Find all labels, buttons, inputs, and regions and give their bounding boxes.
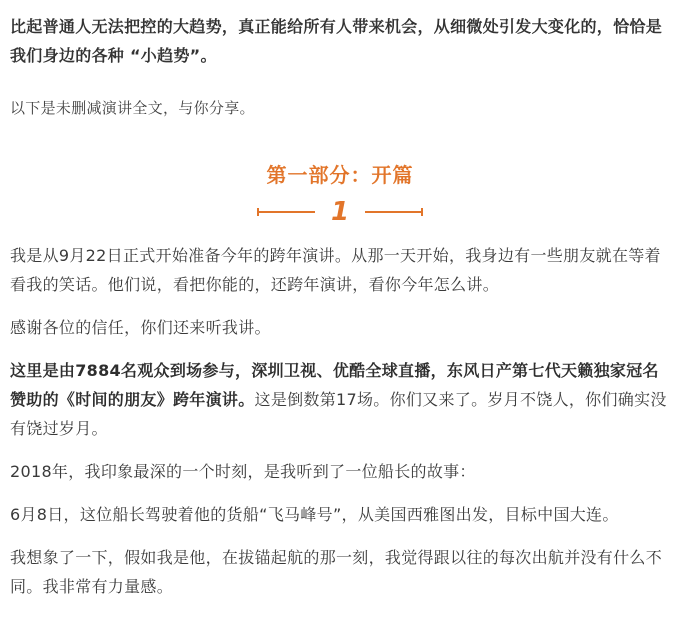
note-paragraph: 以下是未删减演讲全文，与你分享。 xyxy=(10,99,255,117)
divider-line-right xyxy=(365,211,423,213)
intro-paragraph: 比起普通人无法把控的大趋势，真正能给所有人带来机会，从细微处引发大变化的，恰恰是我们身边的各种 “小趋势”。 xyxy=(10,17,663,65)
section-divider xyxy=(10,197,670,227)
paragraph-3-bold: 这里是由7884名观众到场参与，深圳卫视、优酷全球直播，东风日产第七代天籁独家冠名赞助的《时间的朋友》跨年演讲。 xyxy=(10,361,659,409)
paragraph-4: 2018年，我印象最深的一个时刻，是我听到了一位船长的故事： xyxy=(10,462,476,481)
paragraph-5: 6月8日，这位船长驾驶着他的货船“飞马峰号”，从美国西雅图出发，目标中国大连。 xyxy=(10,505,619,524)
paragraph-3-rest: 这是倒数第17场。你们又来了。岁月不饶人，你们确实没有饶过岁月。 xyxy=(10,390,667,438)
divider-line-left xyxy=(257,211,315,213)
paragraph-3 xyxy=(10,356,670,443)
section-number: 1 xyxy=(330,197,350,227)
paragraph-6: 我想象了一下，假如我是他，在拔锚起航的那一刻，我觉得跟以往的每次出航并没有什么不同。我非常有力量感。 xyxy=(10,548,663,596)
paragraph-2: 感谢各位的信任，你们还来听我讲。 xyxy=(10,318,271,337)
section-title: 第一部分：开篇 xyxy=(266,163,414,187)
paragraph-1: 我是从9月22日正式开始准备今年的跨年演讲。从那一天开始，我身边有一些朋友就在等着看我的笑话。他们说，看把你能的，还跨年演讲，看你今年怎么讲。 xyxy=(10,246,661,294)
